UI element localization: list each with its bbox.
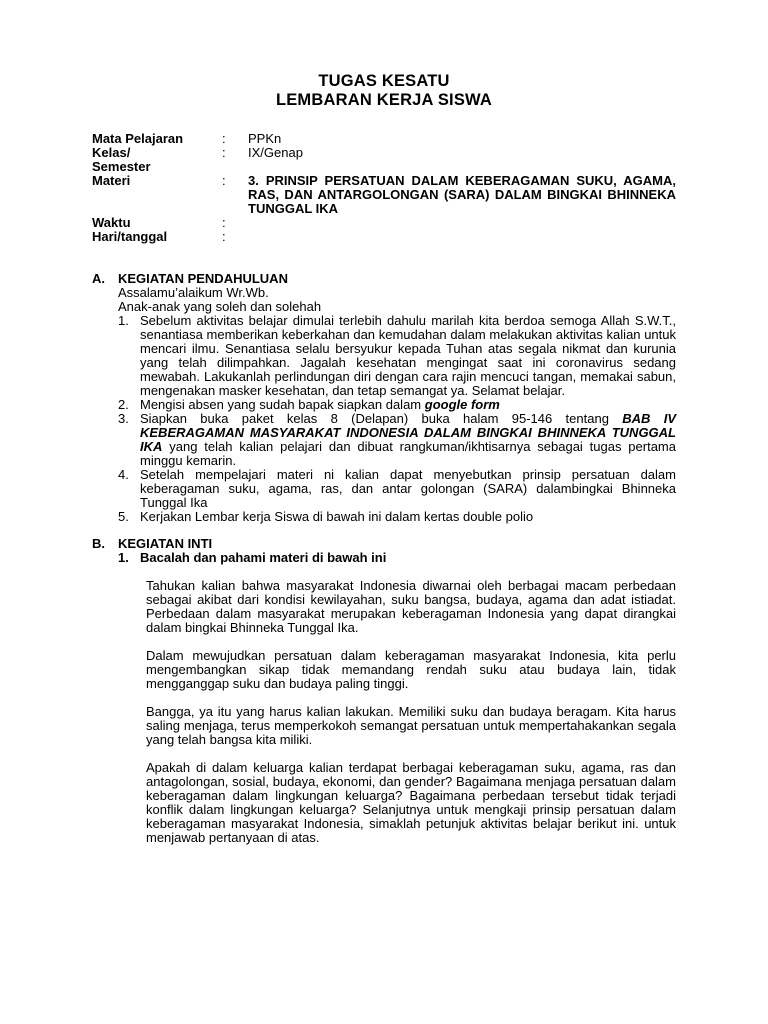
meta-value: [248, 216, 676, 230]
meta-colon: :: [222, 215, 226, 230]
section-title: KEGIATAN PENDAHULUAN: [118, 271, 288, 286]
list-text-part: yang telah kalian pelajari dan dibuat rangkuman/ikhtisarnya sebagai tugas pertama minggu kemarin.: [140, 439, 676, 468]
paragraph: Tahukan kalian bahwa masyarakat Indonesia diwarnai oleh berbagai macam perbedaan sebagai akibat dari kondisi kewilayahan, suku bangsa, budaya, agama dan adat istiadat. Perbedaan dalam masyarakat merupakan keberagaman Indonesia yang dapat dirangkai dalam bingkai Bhinneka Tunggal Ika.: [146, 578, 676, 635]
list-text-emphasis: google form: [424, 397, 500, 412]
title-line-1: TUGAS KESATU: [318, 72, 450, 90]
address-text: Anak-anak yang soleh dan solehah: [118, 299, 322, 314]
meta-label: Kelas/: [92, 145, 131, 160]
list-text: [140, 398, 676, 412]
title-line-2: LEMBARAN KERJA SISWA: [275, 91, 493, 109]
meta-label: Mata Pelajaran: [92, 131, 184, 146]
meta-value: [248, 230, 676, 244]
meta-row-time: [92, 216, 676, 230]
list-text-emphasis: BAB IV KEBERAGAMAN MASYARAKAT INDONESIA DALAM BINGKAI BHINNEKA TUNGGAL IKA: [140, 411, 676, 454]
meta-label: Semester: [92, 159, 151, 174]
list-item: [118, 314, 676, 398]
section-title: KEGIATAN INTI: [118, 536, 213, 551]
meta-row-semester: [92, 160, 676, 174]
meta-value: [248, 160, 676, 174]
meta-label: Materi: [92, 173, 131, 188]
paragraph: Dalam mewujudkan persatuan dalam keberagaman masyarakat Indonesia, kita perlu mengembangkan sikap tidak memandang rendah suku atau budaya lain, tidak mengganggap suku dan budaya paling tinggi.: [146, 648, 676, 691]
document-title: [92, 72, 676, 110]
meta-colon: :: [222, 131, 226, 146]
meta-colon: :: [222, 173, 226, 188]
subsection-number: 1.: [118, 550, 129, 565]
list-item: [118, 412, 676, 468]
list-number: 4.: [118, 467, 129, 482]
section-introduction: [92, 272, 676, 524]
list-text: Setelah mempelajari materi ni kalian dapat menyebutkan prinsip persatuan dalam keberagaman suku, agama, ras, dan antar golongan (SARA) dalambingkai Bhinneka Tunggal Ika: [140, 467, 676, 510]
list-item: [118, 510, 676, 524]
meta-value: PPKn: [248, 131, 282, 146]
list-item: [118, 468, 676, 510]
list-text: Sebelum aktivitas belajar dimulai terlebih dahulu marilah kita berdoa semoga Allah S.W.T., senantiasa memberikan keberkahan dan kemudahan dalam melakukan aktivitas kalian untuk mencari ilmu. Senantiasa selalu bersyukur kepada Tuhan atas segala nikmat dan kurunia yang telah dilimpahkan. Jagalah kesehatan mengingat saat ini coronavirus sedang mewabah. Lakukanlah perlindungan diri dengan cara rajin mencuci tangan, memakai sabun, mengenakan masker kesehatan, dan tetap semangat ya. Selamat belajar.: [140, 313, 676, 398]
section-letter: B.: [92, 536, 105, 551]
section-letter: A.: [92, 271, 105, 286]
list-text: [140, 412, 676, 468]
section-heading: [92, 537, 676, 551]
intro-list: [92, 314, 676, 524]
reading-material: [92, 579, 676, 845]
meta-label: Hari/tanggal: [92, 229, 168, 244]
meta-value: IX/Genap: [248, 145, 303, 160]
list-text-part: Siapkan buka paket kelas 8 (Delapan) buka halam 95-146 tentang: [140, 411, 623, 426]
list-number: 2.: [118, 397, 129, 412]
subsection-heading: [92, 551, 676, 565]
paragraph: Bangga, ya itu yang harus kalian lakukan. Memiliki suku dan budaya beragam. Kita harus saling menjaga, terus memperkokoh semangat persatuan untuk mempertahakankan segala yang telah bangsa kita miliki.: [146, 704, 676, 747]
list-number: 3.: [118, 411, 129, 426]
meta-colon: :: [222, 145, 226, 160]
meta-row-subject: [92, 132, 676, 146]
meta-row-class: [92, 146, 676, 160]
meta-table: [92, 132, 676, 244]
list-text-part: Mengisi absen yang sudah bapak siapkan dalam: [140, 397, 425, 412]
meta-row-date: [92, 230, 676, 244]
list-item: [118, 398, 676, 412]
subsection-title: Bacalah dan pahami materi di bawah ini: [140, 550, 387, 565]
meta-colon: [222, 160, 248, 174]
list-text: Kerjakan Lembar kerja Siswa di bawah ini dalam kertas double polio: [140, 509, 534, 524]
list-number: 1.: [118, 313, 129, 328]
paragraph: Apakah di dalam keluarga kalian terdapat berbagai keberagaman suku, agama, ras dan antagolongan, sosial, budaya, ekonomi, dan gender? Bagaimana menjaga persatuan dalam keberagaman dalam lingkungan keluarga? Bagaimana perbedaan tersebut tidak terjadi konflik dalam lingkungan keluarga? Selanjutnya untuk mengkaji prinsip persatuan dalam keberagaman masyarakat Indonesia, simaklah petunjuk aktivitas belajar berikut ini. untuk menjawab pertanyaan di atas.: [146, 760, 676, 845]
meta-label: Waktu: [92, 215, 131, 230]
meta-row-material: [92, 174, 676, 216]
meta-value-material: 3. PRINSIP PERSATUAN DALAM KEBERAGAMAN SUKU, AGAMA, RAS, DAN ANTARGOLONGAN (SARA) DALAM BINGKAI BHINNEKA TUNGGAL IKA: [248, 173, 676, 216]
list-number: 5.: [118, 509, 129, 524]
greeting-text: Assalamu’alaikum Wr.Wb.: [118, 285, 269, 300]
section-core: [92, 537, 676, 845]
meta-colon: :: [222, 229, 226, 244]
section-heading: [92, 272, 676, 286]
